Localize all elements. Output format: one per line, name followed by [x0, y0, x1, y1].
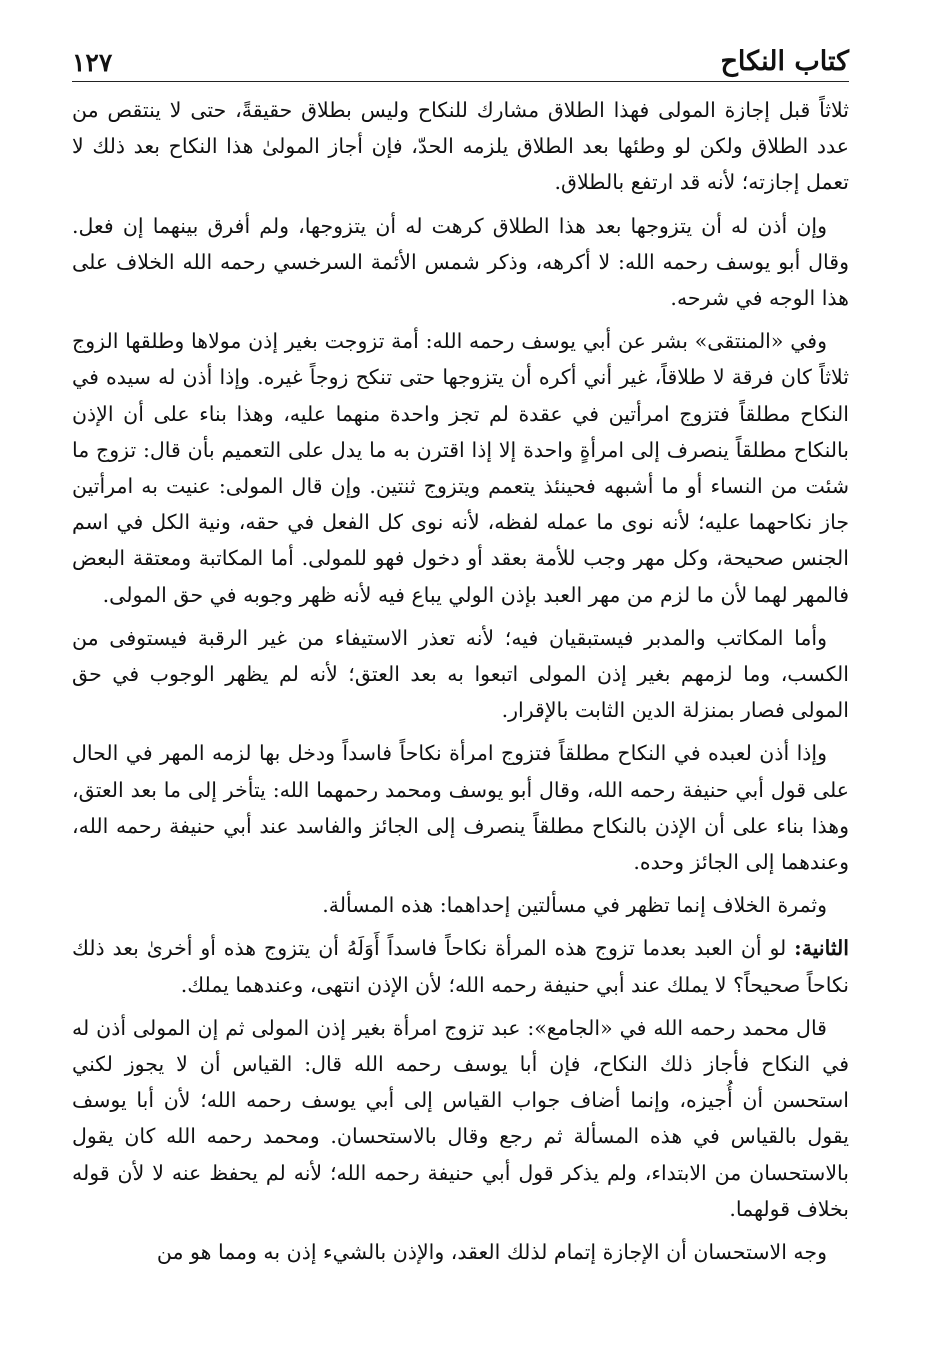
paragraph [72, 1234, 849, 1270]
paragraph [72, 1010, 849, 1227]
chapter-title: كتاب النكاح [720, 46, 849, 77]
paragraph [72, 208, 849, 317]
paragraph-text: ثلاثاً قبل إجازة المولى فهذا الطلاق مشارك للنكاح وليس بطلاق حقيقةً، حتى لا ينتقص من عدد الطلاق ولكن لو وطئها بعد الطلاق يلزمه الحدّ، فإن أجاز المولىٰ هذا النكاح بعد ذلك لا تعمل إجازته؛ لأنه قد ارتفع بالطلاق. [72, 98, 849, 195]
page-body [72, 92, 849, 1270]
paragraph [72, 620, 849, 729]
paragraph-lead: الثانية: [794, 936, 849, 961]
paragraph-text: قال محمد رحمه الله في «الجامع»: عبد تزوج امرأة بغير إذن المولى ثم إن المولى أذن له في النكاح فأجاز ذلك النكاح، فإن أبا يوسف رحمه الله قال: القياس أن لا يجوز لكني استحسن أن أُجيزه، وإنما أضاف جواب القياس إلى أبي يوسف رحمه الله؛ لأن أبا يوسف يقول بالقياس في هذه المسألة ثم رجع وقال بالاستحسان. ومحمد رحمه الله كان يقول بالاستحسان من الابتداء، ولم يذكر قول أبي حنيفة رحمه الله؛ لأنه لم يحفظ عنه لا لأن قوله بخلاف قولهما. [72, 1015, 849, 1221]
paragraph-text: وفي «المنتقى» بشر عن أبي يوسف رحمه الله: أمة تزوجت بغير إذن مولاها وطلقها الزوج ثلاثاً كان فرقة لا طلاقاً، غير أني أكره أن يتزوجها حتى تنكح زوجاً غيره. وإذا أذن له سيده في النكاح مطلقاً فتزوج امرأتين في عقدة لم تجز واحدة منهما عليه، وهذا بناء على أن الإذن بالنكاح مطلقاً ينصرف إلى امرأةٍ واحدة إلا إذا اقترن به ما يدل على التعميم بأن قال: تزوج ما شئت من النساء أو ما أشبهه فحينئذ يتعمم ويتزوج ثنتين. وإن قال المولى: عنيت به امرأتين جاز نكاحهما عليه؛ لأنه نوى ما عمله لفظه، لأنه نوى كل الفعل في حقه، ونية الكل في اسم الجنس صحيحة، وكل مهر وجب للأمة بعقد أو دخول فهو للمولى. أما المكاتبة ومعتقة البعض فالمهر لهما لأن ما لزم من مهر العبد بإذن الولي يباع فيه لأنه ظهر وجوبه في حق المولى. [72, 329, 849, 607]
paragraph-text: وإذا أذن لعبده في النكاح مطلقاً فتزوج امرأة نكاحاً فاسداً ودخل بها لزمه المهر في الحال على قول أبي حنيفة رحمه الله، وقال أبو يوسف ومحمد رحمهما الله: يتأخر إلى ما بعد العتق، وهذا بناء على أن الإذن بالنكاح مطلقاً ينصرف إلى الجائز والفاسد عند أبي حنيفة رحمه الله، وعندهما إلى الجائز وحده. [72, 741, 849, 875]
paragraph [72, 92, 849, 201]
paragraph [72, 323, 849, 613]
page-number: ١٢٧ [72, 48, 113, 77]
paragraph [72, 930, 849, 1002]
paragraph-text: وأما المكاتب والمدبر فيستبقيان فيه؛ لأنه تعذر الاستيفاء من غير الرقبة فيستوفى من الكسب، وما لزمهم بغير إذن المولى اتبعوا به بعد العتق؛ لأنه لم يظهر الوجوب في حق المولى فصار بمنزلة الدين الثابت بالإقرار. [72, 625, 849, 723]
paragraph [72, 887, 849, 923]
paragraph-text: لو أن العبد بعدما تزوج هذه المرأة نكاحاً فاسداً أَوَلَهُ أن يتزوج هذه أو أخرىٰ بعد ذلك نكاحاً صحيحاً؟ لا يملك عند أبي حنيفة رحمه الله؛ لأن الإذن انتهى، وعندهما يملك. [72, 936, 849, 997]
paragraph [72, 735, 849, 880]
running-header [72, 28, 849, 82]
paragraph-text: وثمرة الخلاف إنما تظهر في مسألتين إحداهما: هذه المسألة. [322, 893, 827, 918]
paragraph-text: وجه الاستحسان أن الإجازة إتمام لذلك العقد، والإذن بالشيء إذن به ومما هو من [156, 1240, 827, 1265]
paragraph-text: وإن أذن له أن يتزوجها بعد هذا الطلاق كرهت له أن يتزوجها، ولم أفرق بينهما إن فعل. وقال أبو يوسف رحمه الله: لا أكرهه، وذكر شمس الأئمة السرخسي رحمه الله الخلاف على هذا الوجه في شرحه. [72, 213, 849, 311]
